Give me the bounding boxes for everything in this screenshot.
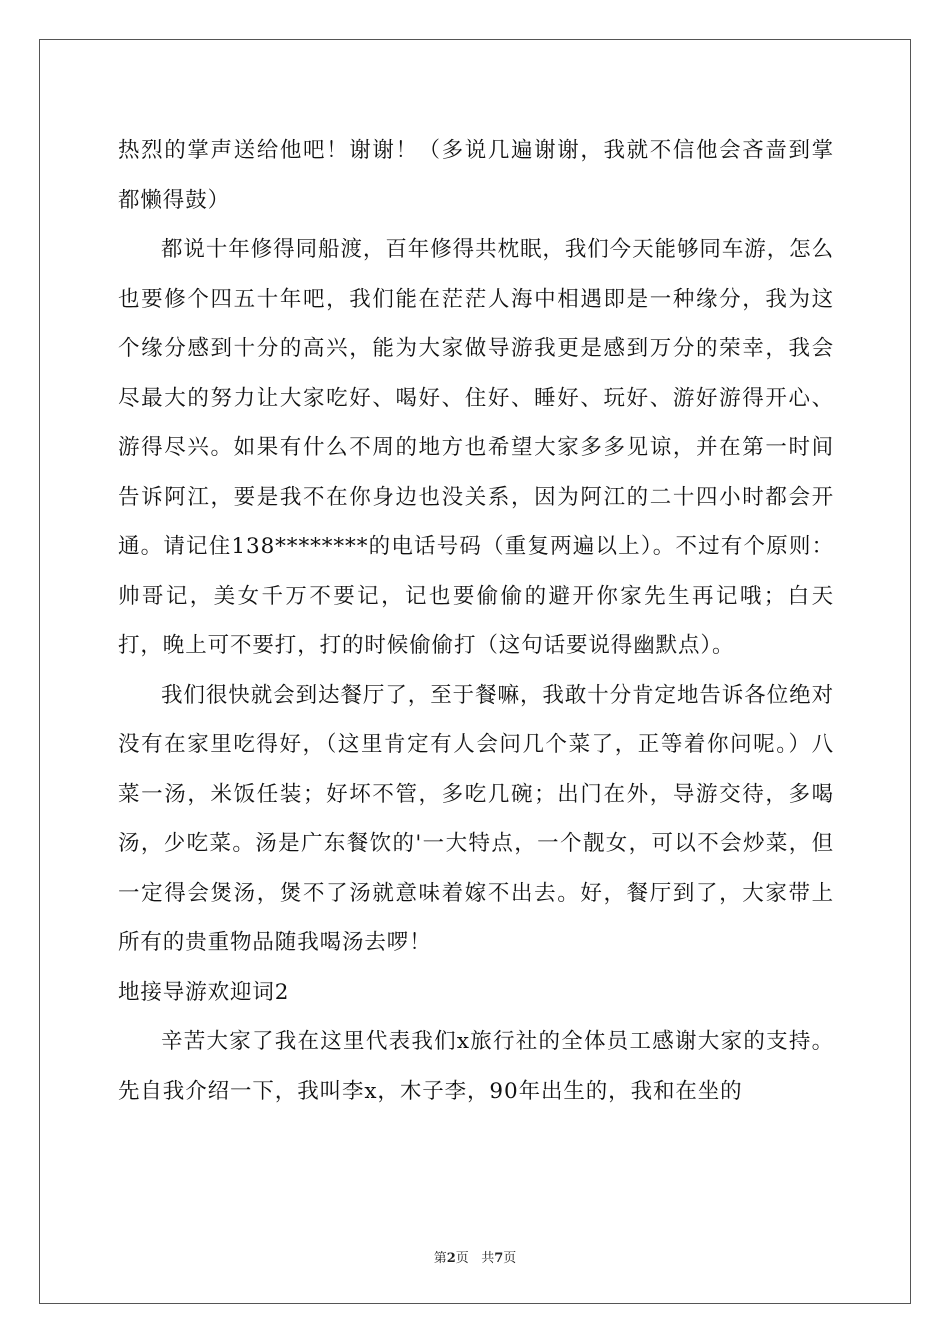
page-footer (0, 1247, 950, 1266)
footer-current-page: 2 (446, 1251, 456, 1266)
paragraph-1: 热烈的掌声送给他吧！谢谢！（多说几遍谢谢，我就不信他会吝啬到掌都懒得鼓） (118, 138, 834, 213)
paragraph-2: 都说十年修得同船渡，百年修得共枕眠，我们今天能够同车游，怎么也要修个四五十年吧，我们能在茫茫人海中相遇即是一种缘分，我为这个缘分感到十分的高兴，能为大家做导游我更是感到万分的荣幸，我会尽最大的努力让大家吃好、喝好、住好、睡好、玩好、游好游得开心、游得尽兴。如果有什么不周的地方也希望大家多多见谅，并在第一时间告诉阿江，要是我不在你身边也没关系，因为阿江的二十四小时都会开通。请记住138********的电话号码（重复两遍以上）。不过有个原则：帅哥记，美女千万不要记，记也要偷偷的避开你家先生再记哦；白天打，晚上可不要打，打的时候偷偷打（这句话要说得幽默点）。 (118, 237, 834, 658)
footer-total-label: 页 (503, 1251, 517, 1266)
paragraph-4: 辛苦大家了我在这里代表我们x旅行社的全体员工感谢大家的支持。先自我介绍一下，我叫李x，木子李，90年出生的，我和在坐的 (118, 1029, 834, 1104)
footer-total-pages: 7 (494, 1251, 504, 1266)
section-heading: 地接导游欢迎词2 (118, 979, 290, 1005)
footer-page-label: 页 (455, 1251, 469, 1266)
paragraph-3: 我们很快就会到达餐厅了，至于餐嘛，我敢十分肯定地告诉各位绝对没有在家里吃得好，（这里肯定有人会问几个菜了，正等着你问呢。）八菜一汤，米饭任装；好坏不管，多吃几碗；出门在外，导游交待，多喝汤，少吃菜。汤是广东餐饮的'一大特点，一个靓女，可以不会炒菜，但一定得会煲汤，煲不了汤就意味着嫁不出去。好，餐厅到了，大家带上所有的贵重物品随我喝汤去啰！ (118, 682, 834, 955)
footer-prefix: 第 (433, 1251, 447, 1266)
document-body (118, 126, 834, 1116)
footer-total-prefix: 共 (481, 1251, 495, 1266)
